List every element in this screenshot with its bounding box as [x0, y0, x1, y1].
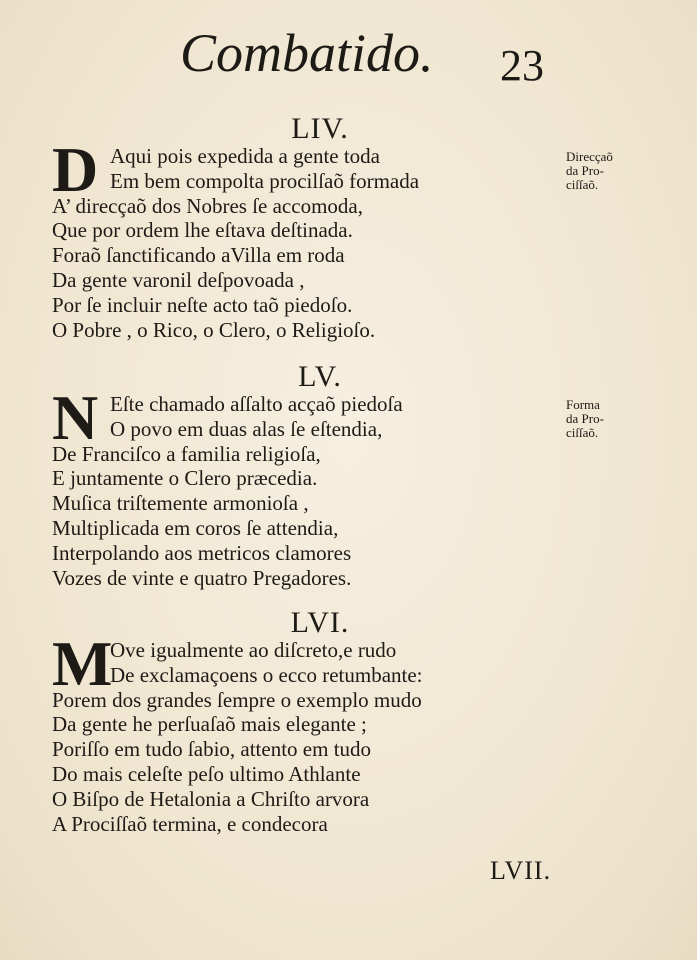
verse-line: Por ſe incluir neſte acto taõ piedoſo.: [52, 292, 353, 317]
verse-line: Da gente he perſuaſaõ mais elegante ;: [52, 712, 367, 737]
verse-line: Eſte chamado aſſalto acçaõ piedoſa: [110, 392, 403, 416]
verse-line: A’ direcçaõ dos Nobres ſe accomoda,: [52, 193, 363, 218]
margin-note-line: da Pro-: [566, 411, 604, 426]
page-number: 23: [500, 41, 544, 90]
verse-line: Vozes de vinte e quatro Pregadores.: [52, 565, 352, 590]
verse-line: Ove igualmente ao diſcreto,e rudo: [110, 638, 397, 662]
margin-note-line: ciſſaõ.: [566, 425, 599, 440]
margin-note-line: Forma: [566, 397, 600, 412]
verse-line: Foraõ ſanctificando aVilla em roda: [52, 243, 345, 268]
verse-line: De exclamaçoens o ecco retumbante:: [110, 662, 423, 687]
verse-line: Do mais celeſte peſo ultimo Athlante: [52, 761, 361, 786]
margin-note-line: Direcçaõ: [566, 149, 613, 164]
verse-line: Muſica triſtemente armonioſa ,: [52, 491, 309, 516]
margin-note-line: da Pro-: [566, 163, 604, 178]
stanza-number: LIV.: [291, 112, 349, 145]
margin-note: [566, 150, 646, 192]
verse-line: O Pobre , o Rico, o Clero, o Religioſo.: [52, 317, 376, 342]
verse-line: De Franciſco a familia religioſa,: [52, 441, 321, 466]
stanza: [52, 628, 522, 836]
verse-line: Interpolando aos metricos clamores: [52, 540, 352, 565]
verse-line: Aqui pois expedida a gente toda: [110, 144, 381, 168]
verse-line: Porem dos grandes ſempre o exemplo mudo: [52, 687, 422, 712]
verse-line: Poriſſo em tudo ſabio, attento em tudo: [52, 737, 372, 762]
verse-line: O povo em duas alas ſe eſtendia,: [110, 416, 383, 441]
drop-cap: N: [52, 382, 99, 453]
margin-note-line: ciſſaõ.: [566, 177, 599, 192]
verse-line: E juntamente o Clero præcedia.: [52, 466, 318, 491]
catchword: LVII.: [490, 856, 552, 885]
stanza: [52, 134, 522, 342]
verse-line: Multiplicada em coros ſe attendia,: [52, 515, 339, 540]
running-head: Combatido.: [180, 23, 434, 83]
stanza: [52, 382, 522, 590]
stanza-number: LVI.: [290, 606, 350, 639]
verse-line: O Biſpo de Hetalonia a Chriſto arvora: [52, 786, 370, 811]
stanza-number: LV.: [298, 360, 342, 393]
margin-note: [566, 398, 646, 440]
verse-line: Em bem compolta procilſaõ formada: [110, 168, 420, 193]
drop-cap: M: [52, 628, 113, 699]
drop-cap: D: [52, 134, 99, 205]
verse-line: Que por ordem lhe eſtava deſtinada.: [52, 218, 353, 243]
verse-line: A Prociſſaõ termina, e condecora: [52, 811, 328, 836]
verse-line: Da gente varonil deſpovoada ,: [52, 267, 305, 292]
